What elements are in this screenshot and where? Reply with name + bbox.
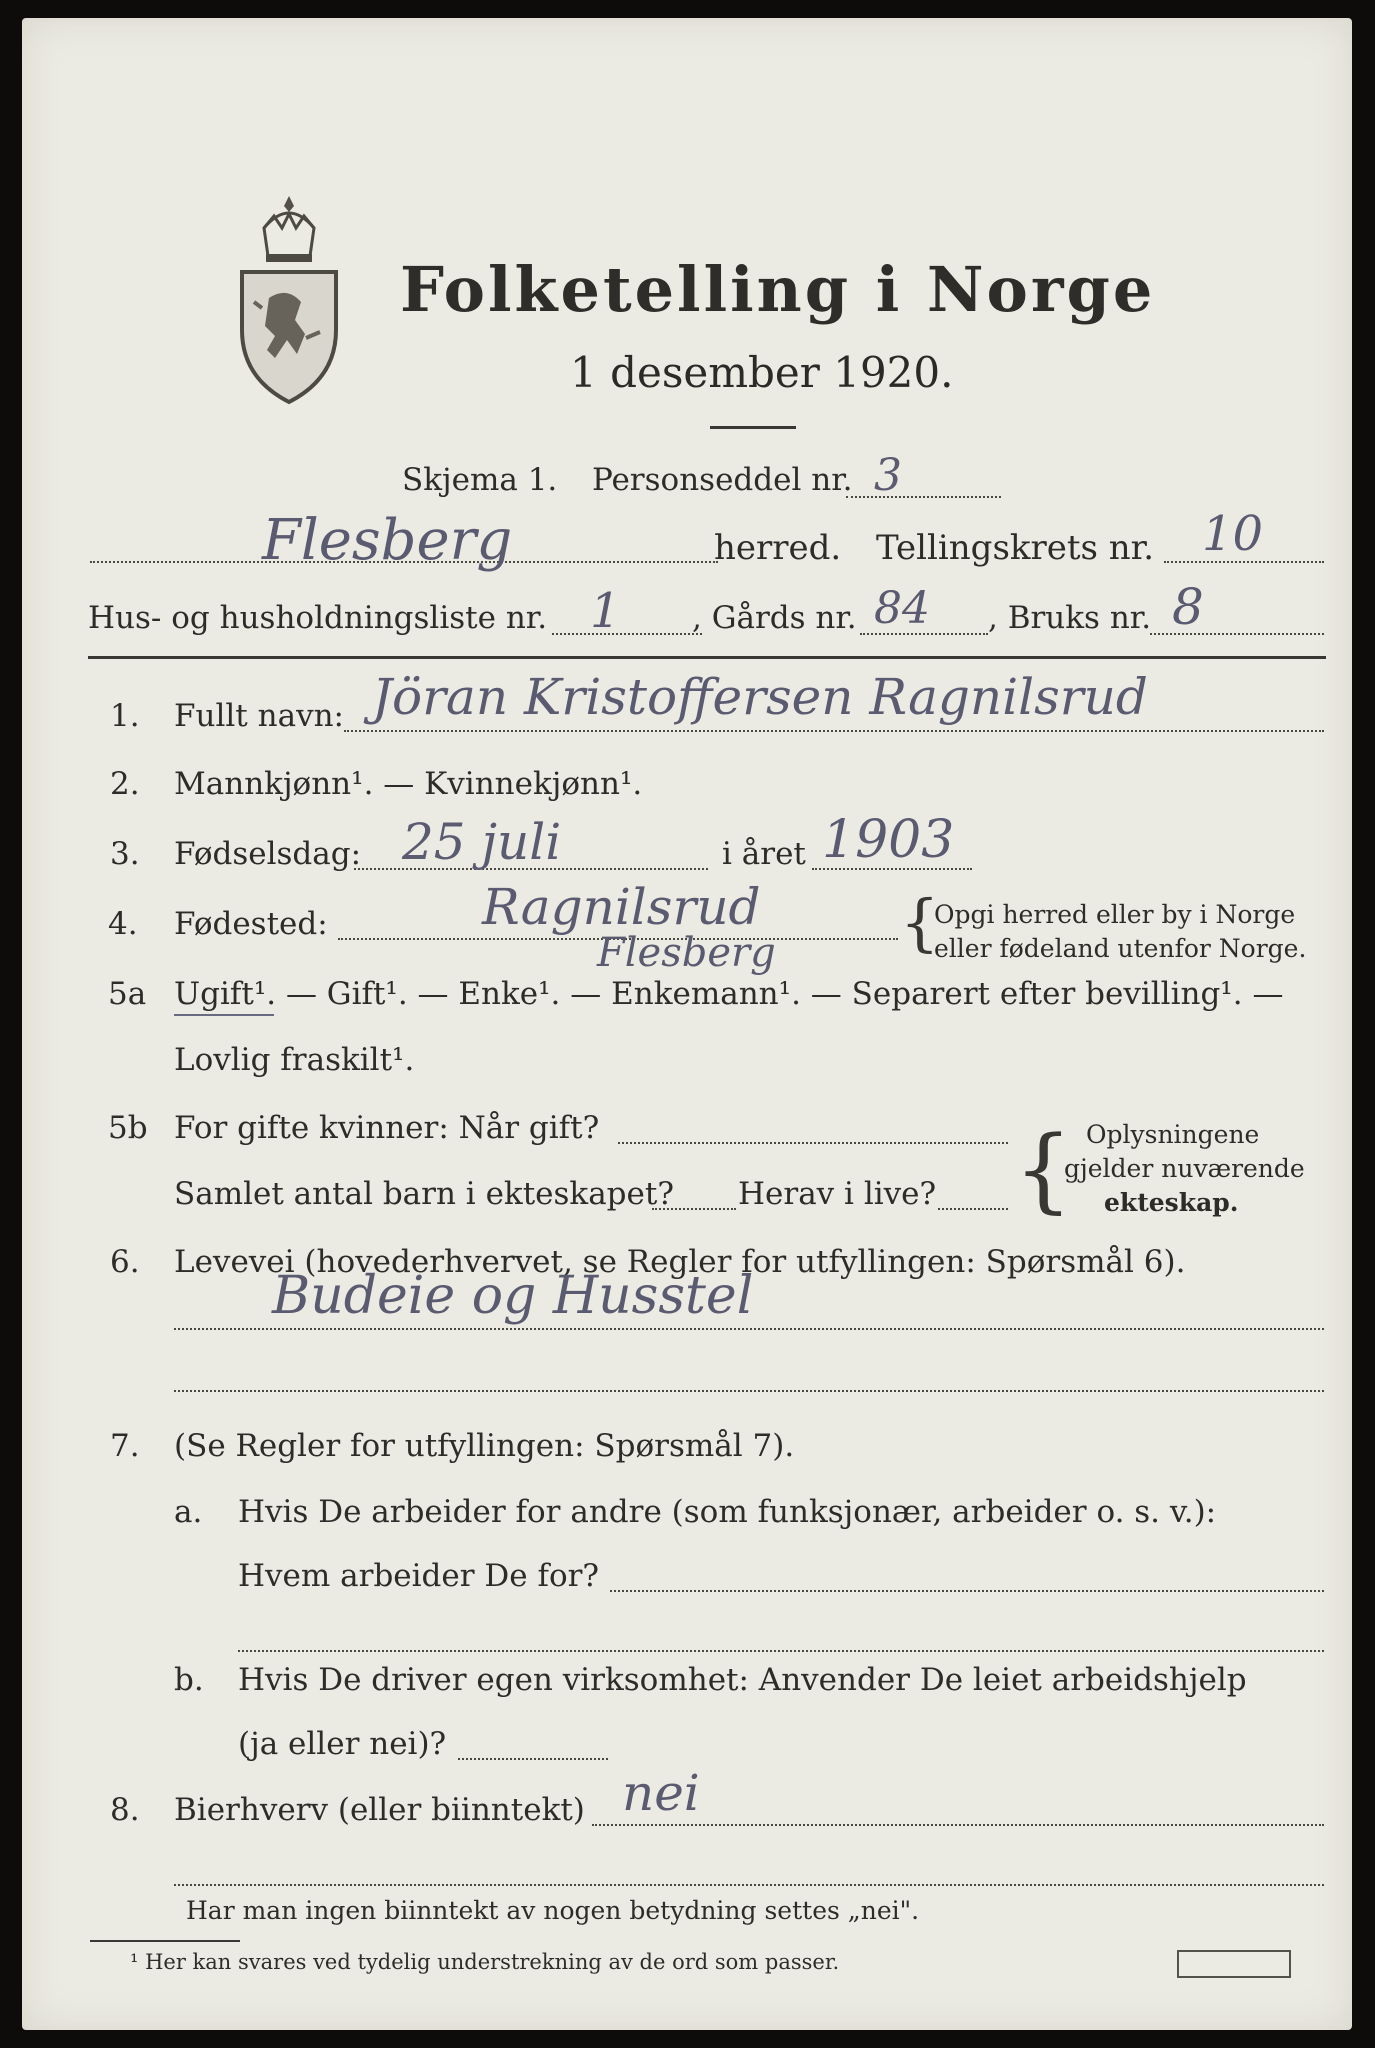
q5b-married-line [618, 1142, 1008, 1144]
q5b-label: For gifte kvinner: Når gift? [174, 1110, 600, 1146]
q8-side-income: nei [622, 1764, 700, 1822]
q3-label: Fødselsdag: [174, 836, 362, 872]
q5b-note-line3: ekteskap. [1104, 1188, 1239, 1217]
q1-number: 1. [110, 698, 140, 734]
bruks-value: 8 [1172, 578, 1204, 636]
q5b-children-label: Samlet antal barn i ekteskapet? [174, 1176, 674, 1212]
q7-number: 7. [110, 1428, 140, 1464]
q5b-children-line [652, 1208, 736, 1210]
header-divider [88, 656, 1326, 659]
skjema-label: Skjema 1. [402, 462, 558, 498]
q1-full-name: Jöran Kristoffersen Ragnilsrud [372, 668, 1148, 726]
q7b-letter: b. [174, 1662, 204, 1698]
husliste-label: Hus- og husholdningsliste nr. [88, 600, 548, 636]
printer-stamp [1177, 1950, 1291, 1978]
norway-coat-of-arms-icon [234, 188, 344, 408]
q6-line1 [174, 1328, 1324, 1330]
census-form [22, 18, 1352, 2030]
q6-occupation: Budeie og Husstel [272, 1266, 754, 1326]
q4-brace: { [900, 886, 940, 959]
q6-number: 6. [110, 1244, 140, 1280]
title-divider [710, 426, 796, 429]
husliste-line [552, 633, 702, 635]
q8-line [592, 1824, 1324, 1826]
q5a-ugift-underline [174, 1014, 274, 1016]
bruks-label: , Bruks nr. [988, 600, 1152, 636]
q5b-note-line2: gjelder nuværende [1064, 1154, 1305, 1183]
q6-line2 [174, 1390, 1324, 1392]
herred-label: herred. [714, 528, 842, 568]
tellingskrets-value: 10 [1202, 506, 1264, 562]
q4-number: 4. [108, 906, 138, 942]
q5a-number: 5a [108, 976, 147, 1012]
personseddel-value: 3 [874, 450, 902, 501]
q7b-line [458, 1758, 608, 1760]
q5b-brace: { [1014, 1116, 1073, 1223]
q7a-employer-line [610, 1590, 1324, 1592]
husliste-value: 1 [590, 583, 621, 639]
q7a-employer-label: Hvem arbeider De for? [238, 1558, 600, 1594]
q5b-note-line1: Oplysningene [1086, 1120, 1260, 1149]
q3-birth-date: 25 juli [402, 813, 562, 871]
q7b-yes-no-label: (ja eller nei)? [238, 1726, 447, 1762]
q5a-options: Ugift¹. — Gift¹. — Enke¹. — Enkemann¹. — Separert efter bevilling¹. — [174, 976, 1284, 1012]
q8-number: 8. [110, 1792, 140, 1828]
q6-label: Levevei (hovederhvervet, se Regler for utfyllingen: Spørsmål 6). [174, 1244, 1186, 1280]
tellingskrets-label: Tellingskrets nr. [876, 528, 1155, 568]
q5b-number: 5b [108, 1110, 148, 1146]
gards-value: 84 [874, 583, 930, 634]
personseddel-line [846, 496, 1001, 498]
q5a-options-line2: Lovlig fraskilt¹. [174, 1042, 415, 1078]
q1-line [344, 730, 1324, 732]
q4-birthplace-herred: Flesberg [597, 930, 776, 976]
footer-note: Har man ingen biinntekt av nogen betydning settes „nei". [186, 1896, 920, 1925]
q7a-letter: a. [174, 1494, 203, 1530]
footnote-divider [90, 1940, 240, 1942]
q4-note-line1: Opgi herred eller by i Norge [934, 900, 1296, 929]
q5b-alive-line [938, 1208, 1008, 1210]
q7a-text: Hvis De arbeider for andre (som funksjonær, arbeider o. s. v.): [238, 1494, 1217, 1530]
q2-number: 2. [110, 766, 140, 802]
q1-label: Fullt navn: [174, 698, 344, 734]
q7a-line2 [238, 1650, 1324, 1652]
census-date: 1 desember 1920. [570, 348, 954, 397]
q4-note-line2: eller fødeland utenfor Norge. [934, 934, 1307, 963]
form-title: Folketelling i Norge [400, 253, 1156, 326]
q5b-alive-label: Herav i live? [738, 1176, 937, 1212]
q3-birth-year: 1903 [822, 810, 955, 870]
personseddel-label: Personseddel nr. [592, 462, 853, 498]
q3-year-label: i året [722, 836, 806, 872]
q7-label: (Se Regler for utfyllingen: Spørsmål 7). [174, 1428, 795, 1464]
q8-line2 [174, 1884, 1324, 1886]
q4-label: Fødested: [174, 906, 328, 942]
q3-number: 3. [110, 836, 140, 872]
q7b-text: Hvis De driver egen virksomhet: Anvender De leiet arbeidshjelp [238, 1662, 1247, 1698]
q4-birthplace: Ragnilsrud [482, 878, 761, 936]
q8-label: Bierhverv (eller biinntekt) [174, 1792, 585, 1828]
footnote: ¹ Her kan svares ved tydelig understrekning av de ord som passer. [130, 1950, 840, 1974]
q2-label: Mannkjønn¹. — Kvinnekjønn¹. [174, 766, 643, 802]
gards-label: , Gårds nr. [692, 600, 857, 636]
herred-value: Flesberg [262, 508, 513, 573]
